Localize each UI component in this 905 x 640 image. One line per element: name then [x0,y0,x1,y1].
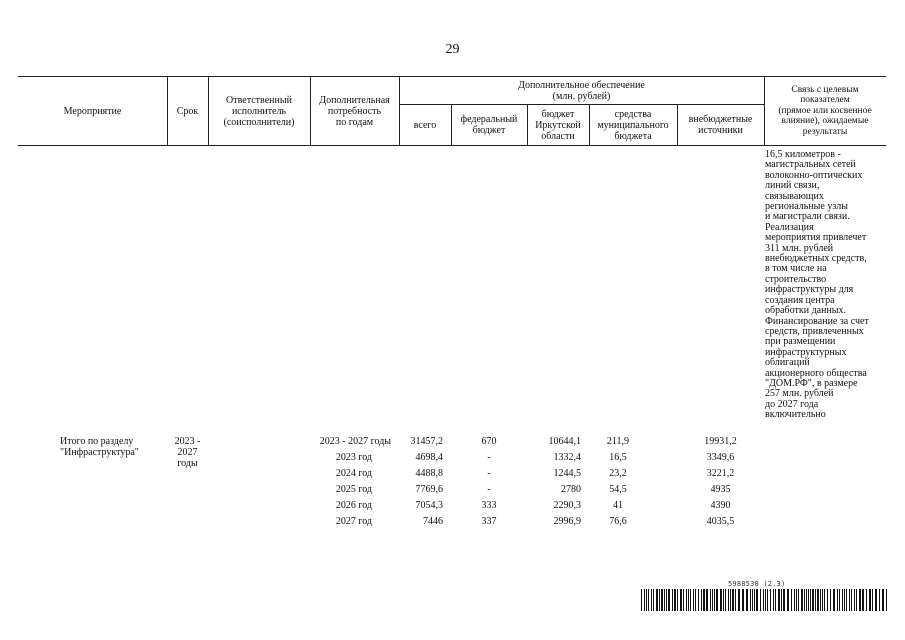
regional-cell: 1332,4 [553,452,581,463]
header-term: Срок [176,105,199,117]
extrabudget-cell: 4035,5 [706,516,735,527]
federal-cell: - [487,452,491,463]
header-target-indicator-link: Связь с целевым показателем (прямое или косвенное влияние), ожидаемые результаты [778,84,872,137]
period-cell: 2026 год [335,500,372,511]
total-cell: 7769,6 [415,484,443,495]
municipal-cell: 16,5 [609,452,627,463]
header-extrabudgetary-sources: внебюджетные источники [688,114,753,136]
regional-cell: 1244,5 [553,468,581,479]
federal-cell: 337 [481,516,497,527]
header-regional-budget: бюджет Иркутской области [535,108,581,142]
page-number: 29 [445,42,460,57]
regional-cell: 10644,1 [548,436,581,447]
period-cell: 2027 год [335,516,372,527]
extrabudget-cell: 19931,2 [704,436,737,447]
header-municipal-budget: средства муниципального бюджета [597,108,669,142]
extrabudget-cell: 4935 [710,484,731,495]
header-additional-need: Дополнительная потребность по годам [319,94,390,128]
federal-cell: 333 [481,500,497,511]
section-total-label: Итого по разделу "Инфраструктура" [60,436,139,458]
total-cell: 31457,2 [410,436,443,447]
federal-cell: 670 [481,436,497,447]
federal-cell: - [487,484,491,495]
regional-cell: 2290,3 [553,500,581,511]
total-cell: 7054,3 [415,500,443,511]
header-total: всего [413,119,437,131]
period-cell: 2024 год [335,468,372,479]
section-total-term: 2023 - 2027 годы [174,436,201,469]
federal-cell: - [487,468,491,479]
barcode-text: 5988530 (2.3) [728,580,786,588]
header-activity: Мероприятие [63,105,122,117]
expected-results-note: 16,5 километров - магистральных сетей волоконно-оптических линий связи, связывающих региональные узлы и магистрали связи. Реализация мероприятия привлечет 311 млн. рублей внебюджетных средств, в том числе на строительство инфраструктуры для создания центра обработки данных. Финансирование за счет средств, привлеченных при размещении инфраструктурных облигаций акционерного общества "ДОМ.РФ", в размере 257 млн. рублей до 2027 года включительно [765,149,869,421]
municipal-cell: 211,9 [606,436,630,447]
regional-cell: 2996,9 [553,516,581,527]
extrabudget-cell: 3221,2 [706,468,735,479]
municipal-cell: 41 [613,500,623,511]
period-cell: 2023 - 2027 годы [319,436,391,447]
municipal-cell: 76,6 [609,516,627,527]
municipal-cell: 54,5 [609,484,627,495]
extrabudget-cell: 4390 [710,500,731,511]
regional-cell: 2780 [561,484,581,495]
header-funding-group: Дополнительное обеспечение (млн. рублей) [518,79,645,102]
period-cell: 2025 год [335,484,372,495]
header-responsible: Ответственный исполнитель (соисполнители) [223,94,295,128]
extrabudget-cell: 3349,6 [706,452,735,463]
barcode-icon [641,589,887,611]
total-cell: 4488,8 [415,468,443,479]
total-cell: 7446 [423,516,443,527]
total-cell: 4698,4 [415,452,443,463]
period-cell: 2023 год [335,452,372,463]
header-federal-budget: федеральный бюджет [460,114,518,136]
table-header-bottom-border [18,145,886,146]
municipal-cell: 23,2 [609,468,627,479]
